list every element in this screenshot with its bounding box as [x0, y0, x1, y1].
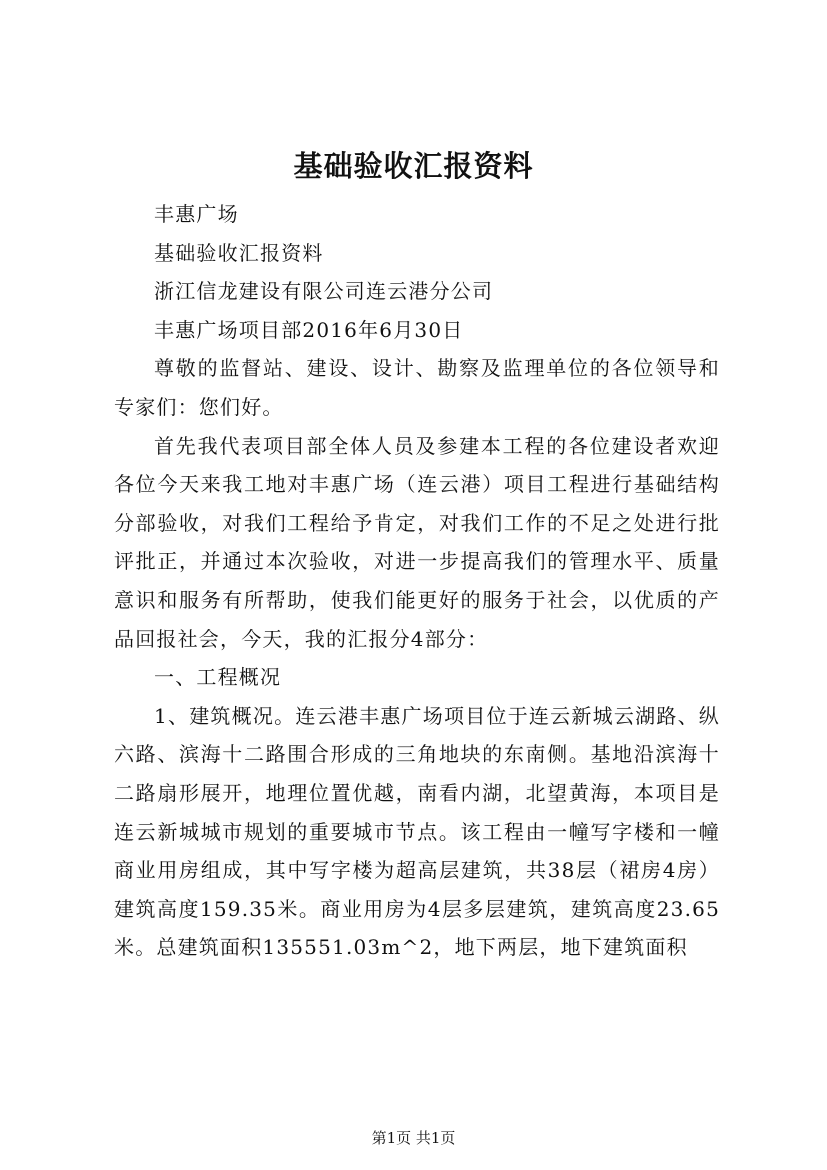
- paragraph-greeting: 尊敬的监督站、建设、设计、勘察及监理单位的各位领导和专家们：您们好。: [114, 356, 720, 419]
- paragraph-project-name: 丰惠广场: [154, 202, 239, 226]
- paragraph-building-overview: 1、建筑概况。连云港丰惠广场项目位于连云新城云湖路、纵六路、滨海十二路围合形成的三角地块的东南侧。基地沿滨海十二路扇形展开，地理位置优越，南看内湖，北望黄海，本项目是连云新城城市规划的重要城市节点。该工程由一幢写字楼和一幢商业用房组成，其中写字楼为超高层建筑，共38层（裙房4房）建筑高度159.35米。商业用房为4层多层建筑，建筑高度23.65米。总建筑面积135551.03m^2，地下两层，地下建筑面积: [114, 703, 720, 960]
- document-title: 基础验收汇报资料: [293, 149, 534, 183]
- page-footer: 第1页 共1页: [371, 1129, 456, 1147]
- paragraph-report-subtitle: 基础验收汇报资料: [154, 240, 324, 265]
- paragraph-company: 浙江信龙建设有限公司连云港分公司: [154, 279, 494, 304]
- paragraph-introduction: 首先我代表项目部全体人员及参建本工程的各位建设者欢迎各位今天来我工地对丰惠广场（连云港）项目工程进行基础结构分部验收，对我们工程给予肯定，对我们工作的不足之处进行批评批正，并通过本次验收，对进一步提高我们的管理水平、质量意识和服务有所帮助，使我们能更好的服务于社会，以优质的产品回报社会，今天，我的汇报分4部分：: [114, 433, 720, 651]
- paragraph-department-date: 丰惠广场项目部2016年6月30日: [154, 317, 464, 342]
- document-body: [114, 195, 720, 967]
- section-heading-overview: 一、工程概况: [154, 665, 282, 690]
